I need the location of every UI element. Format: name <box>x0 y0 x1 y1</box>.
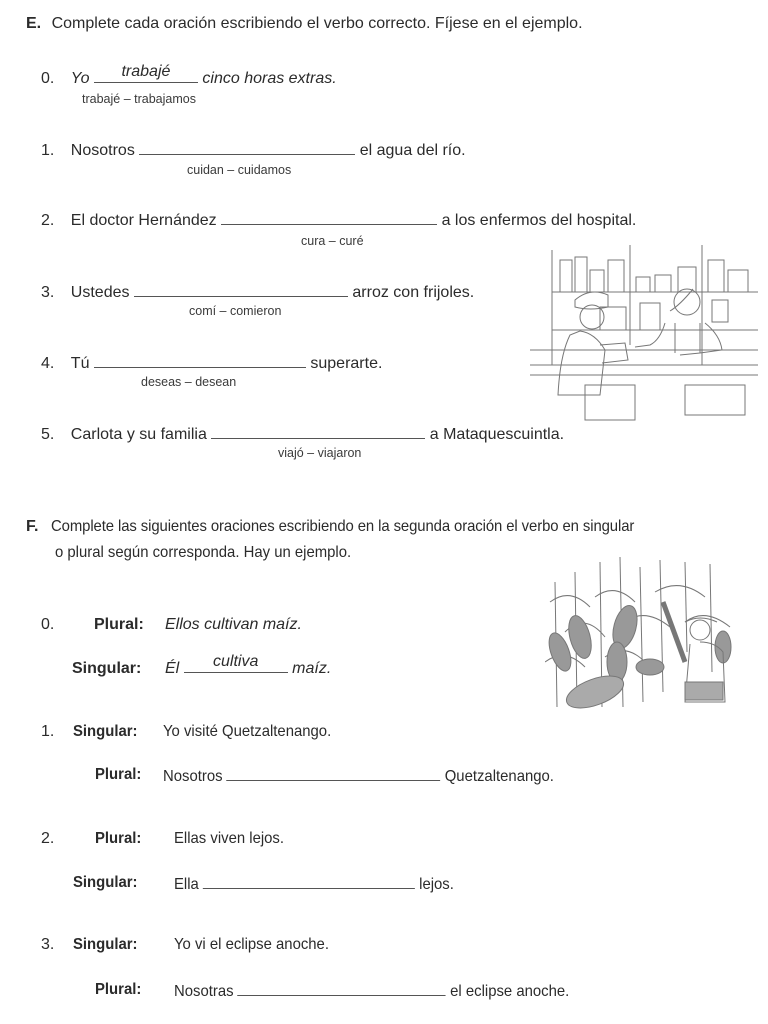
answer-blank[interactable] <box>221 210 437 225</box>
item-number: 1. <box>41 142 55 159</box>
sentence-end: a los enfermos del hospital. <box>441 212 637 229</box>
sentence-end: arroz con frijoles. <box>352 284 475 301</box>
e-item-1 <box>41 140 466 160</box>
store-counter-illustration <box>530 245 758 423</box>
item-number: 3. <box>41 284 55 301</box>
f-item-0-sentence1: Ellos cultivan maíz. <box>165 616 302 633</box>
section-f-instruction-line2: o plural según corresponda. Hay un ejemplo. <box>55 544 352 561</box>
sentence-start: Tú <box>70 355 90 372</box>
f-item-3-number: 3. <box>41 936 55 953</box>
answer-blank[interactable] <box>238 981 446 996</box>
verb-options: comí – comieron <box>189 304 282 318</box>
sentence-end: lejos. <box>419 876 454 893</box>
sentence-start: El doctor Hernández <box>70 212 217 229</box>
verb-options: viajó – viajaron <box>278 446 362 460</box>
f-item-0-sentence2 <box>165 653 332 678</box>
f-item-0-label1: Plural: <box>94 616 144 633</box>
f-item-1-label1: Singular: <box>73 723 138 740</box>
example-answer: trabajé <box>121 63 171 80</box>
item-number: 0. <box>41 616 55 633</box>
sentence-end: el eclipse anoche. <box>450 983 570 1000</box>
answer-blank[interactable] <box>227 766 441 781</box>
sentence-start: Él <box>165 660 180 677</box>
e-item-5 <box>41 424 564 444</box>
sentence-end: a Mataquescuintla. <box>429 426 565 443</box>
answer-blank[interactable] <box>94 353 306 368</box>
answer-blank[interactable] <box>203 874 415 889</box>
e-item-3 <box>41 282 474 302</box>
f-item-1-number: 1. <box>41 723 55 740</box>
item-number: 4. <box>41 355 55 372</box>
f-item-2-number: 2. <box>41 830 55 847</box>
answer-blank[interactable] <box>211 424 425 439</box>
item-number: 5. <box>41 426 55 443</box>
sentence-end: superarte. <box>310 355 383 372</box>
f-item-3-label2: Plural: <box>95 981 142 998</box>
f-item-2-label2: Singular: <box>73 874 138 891</box>
verb-options: cuidan – cuidamos <box>187 163 292 177</box>
section-f-instruction-line1: Complete las siguientes oraciones escribiendo en la segunda oración el verbo en singular <box>50 518 635 535</box>
section-e-letter: E. <box>26 15 42 32</box>
sentence-start: Nosotras <box>174 983 234 1000</box>
f-item-3-label1: Singular: <box>73 936 138 953</box>
sentence-start: Carlota y su familia <box>70 426 207 443</box>
f-item-3-sentence2 <box>174 981 569 1001</box>
e-item-4 <box>41 353 382 373</box>
f-item-2-sentence1: Ellas viven lejos. <box>174 830 285 847</box>
e-item-2 <box>41 210 636 230</box>
verb-options: deseas – desean <box>141 375 237 389</box>
f-item-0-line1 <box>41 616 54 634</box>
sentence-end: maíz. <box>292 660 332 677</box>
sentence-start: Nosotros <box>70 142 135 159</box>
example-answer: cultiva <box>213 653 259 670</box>
section-f-letter: F. <box>26 518 39 535</box>
verb-options: cura – curé <box>301 234 364 248</box>
item-number: 0. <box>41 70 55 87</box>
sentence-end: el agua del río. <box>359 142 466 159</box>
f-item-1-sentence2 <box>163 766 554 786</box>
sentence-start: Ustedes <box>70 284 130 301</box>
f-item-0-label2: Singular: <box>72 660 142 677</box>
item-number: 2. <box>41 212 55 229</box>
section-e-heading <box>26 15 583 33</box>
f-item-1-sentence1: Yo visité Quetzaltenango. <box>163 723 332 740</box>
sentence-start: Yo <box>70 70 90 87</box>
section-f-heading <box>26 518 678 536</box>
sentence-start: Ella <box>174 876 199 893</box>
f-item-3-sentence1: Yo vi el eclipse anoche. <box>174 936 329 953</box>
answer-blank[interactable] <box>94 63 198 83</box>
corn-field-illustration <box>545 552 735 712</box>
sentence-end: Quetzaltenango. <box>444 768 554 785</box>
f-item-2-label1: Plural: <box>95 830 142 847</box>
e-item-0 <box>41 63 337 88</box>
sentence-start: Nosotros <box>163 768 223 785</box>
sentence-end: cinco horas extras. <box>202 70 337 87</box>
section-e-instruction: Complete cada oración escribiendo el verbo correcto. Fíjese en el ejemplo. <box>51 15 583 32</box>
answer-blank[interactable] <box>184 653 288 673</box>
answer-blank[interactable] <box>134 282 348 297</box>
answer-blank[interactable] <box>139 140 355 155</box>
f-item-2-sentence2 <box>174 874 454 894</box>
verb-options: trabajé – trabajamos <box>82 92 196 106</box>
f-item-1-label2: Plural: <box>95 766 142 783</box>
